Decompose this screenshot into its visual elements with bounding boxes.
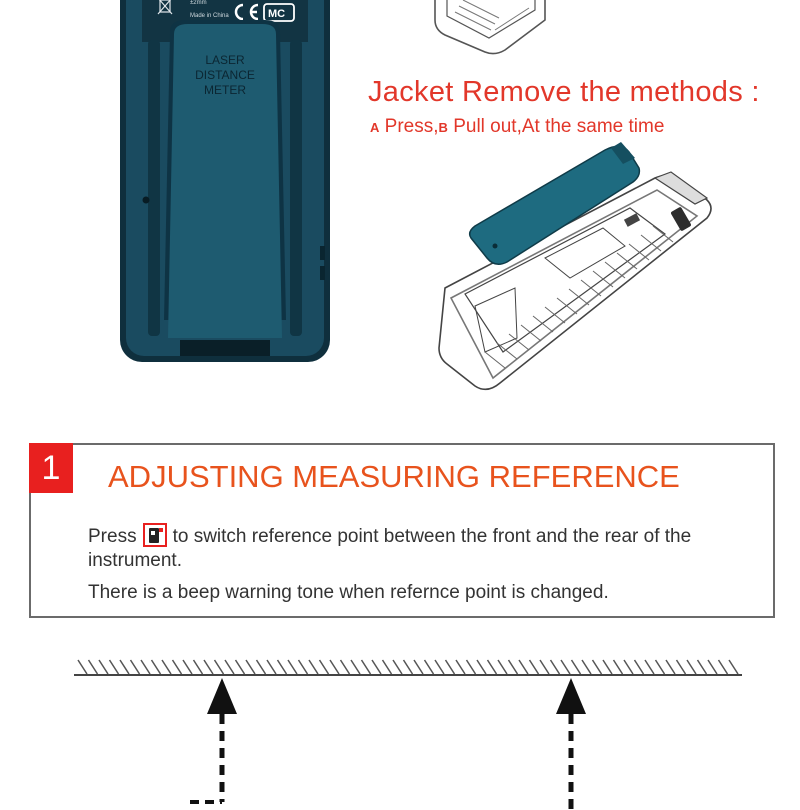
panel-text-laser: LASER bbox=[205, 53, 245, 67]
text-switch-explanation: to switch reference point between the front and the rear of the instrument. bbox=[88, 526, 692, 571]
section-description bbox=[88, 523, 748, 613]
device-side-hole bbox=[143, 197, 150, 204]
device-label-origin: Made in China bbox=[190, 13, 229, 19]
removed-jacket-piece bbox=[470, 142, 640, 264]
step-a-text: Press, bbox=[384, 116, 439, 137]
step-number-badge: 1 bbox=[29, 443, 73, 493]
reference-point-diagram bbox=[0, 650, 800, 810]
device-top-end bbox=[624, 172, 707, 232]
step-b-letter: B bbox=[438, 120, 448, 135]
description-line-1 bbox=[88, 523, 748, 573]
panel-text-distance: DISTANCE bbox=[195, 68, 255, 82]
ceiling-hatching bbox=[78, 660, 738, 674]
jacket-remove-steps bbox=[370, 116, 664, 138]
jacket-remove-title: Jacket Remove the methods : bbox=[368, 76, 760, 108]
text-press: Press bbox=[88, 526, 137, 547]
step-a-letter: A bbox=[370, 120, 380, 135]
laser-distance-meter-image bbox=[110, 0, 340, 372]
description-line-2: There is a beep warning tone when refernce point is changed. bbox=[88, 582, 609, 603]
jacket-removal-diagram bbox=[425, 138, 725, 408]
rear-reference-arrow bbox=[556, 678, 586, 810]
device-sketch-top bbox=[425, 0, 565, 60]
step-b-text: Pull out,At the same time bbox=[453, 116, 665, 137]
device-label-spec: ±2mm bbox=[190, 0, 207, 6]
device-bottom-slot bbox=[180, 340, 270, 356]
reference-switch-icon bbox=[143, 523, 167, 547]
svg-text:MC: MC bbox=[268, 8, 286, 20]
front-reference-arrow bbox=[190, 678, 237, 802]
panel-text-meter: METER bbox=[204, 83, 246, 97]
section-title: ADJUSTING MEASURING REFERENCE bbox=[108, 459, 680, 494]
